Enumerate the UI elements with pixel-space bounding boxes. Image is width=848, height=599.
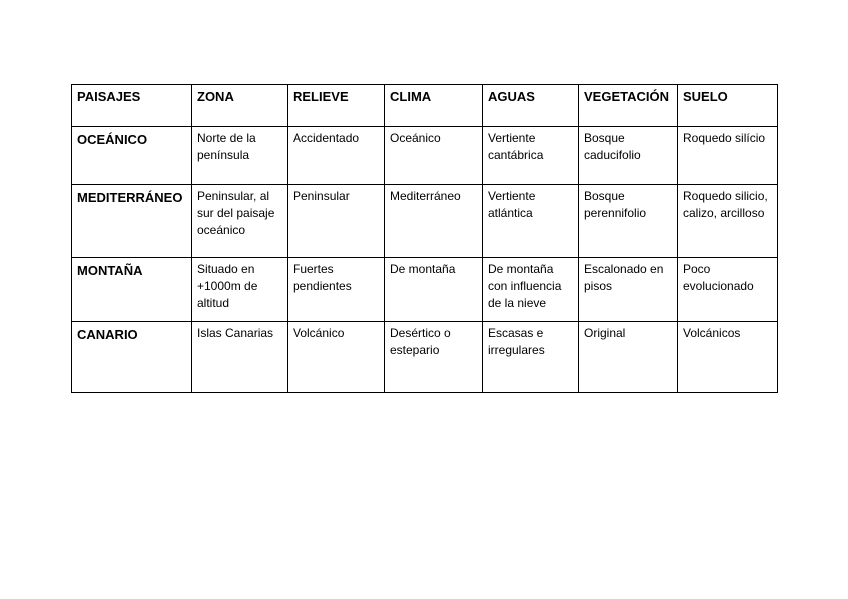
table-cell: Bosque perennifolio (579, 185, 678, 258)
table-cell: Oceánico (385, 127, 483, 185)
table-cell: Bosque caducifolio (579, 127, 678, 185)
table-cell: Poco evolucionado (678, 258, 778, 322)
table-cell: Vertiente cantábrica (483, 127, 579, 185)
table-cell: Vertiente atlántica (483, 185, 579, 258)
header-cell-zona: ZONA (192, 85, 288, 127)
table-cell: Mediterráneo (385, 185, 483, 258)
table-row (72, 185, 778, 258)
table-cell: Roquedo silício (678, 127, 778, 185)
table-cell: De montaña con influencia de la nieve (483, 258, 579, 322)
header-cell-aguas: AGUAS (483, 85, 579, 127)
table-cell: Accidentado (288, 127, 385, 185)
table-cell: Situado en +1000m de altitud (192, 258, 288, 322)
table-cell: Original (579, 322, 678, 393)
header-cell-suelo: SUELO (678, 85, 778, 127)
table-cell: Volcánicos (678, 322, 778, 393)
table-cell: De montaña (385, 258, 483, 322)
header-cell-paisajes: PAISAJES (72, 85, 192, 127)
row-label-cell: CANARIO (72, 322, 192, 393)
table-row (72, 127, 778, 185)
table-cell: Escalonado en pisos (579, 258, 678, 322)
row-label-cell: OCEÁNICO (72, 127, 192, 185)
landscapes-table (71, 84, 778, 393)
table-header-row (72, 85, 778, 127)
table-row (72, 322, 778, 393)
row-label-cell: MONTAÑA (72, 258, 192, 322)
table-cell: Volcánico (288, 322, 385, 393)
row-label-cell: MEDITERRÁNEO (72, 185, 192, 258)
table-cell: Peninsular (288, 185, 385, 258)
table-cell: Desértico o estepario (385, 322, 483, 393)
table-cell: Norte de la península (192, 127, 288, 185)
header-cell-relieve: RELIEVE (288, 85, 385, 127)
table-row (72, 258, 778, 322)
table-cell: Roquedo silicio, calizo, arcilloso (678, 185, 778, 258)
table-cell: Islas Canarias (192, 322, 288, 393)
header-cell-vegetacion: VEGETACIÓN (579, 85, 678, 127)
table-cell: Escasas e irregulares (483, 322, 579, 393)
table-cell: Peninsular, al sur del paisaje oceánico (192, 185, 288, 258)
table-cell: Fuertes pendientes (288, 258, 385, 322)
header-cell-clima: CLIMA (385, 85, 483, 127)
